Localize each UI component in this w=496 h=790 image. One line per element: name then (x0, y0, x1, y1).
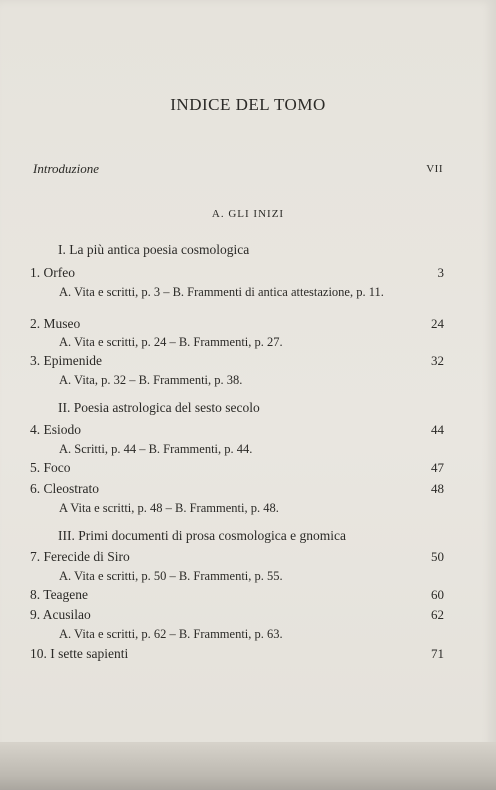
entry-page: 62 (431, 607, 444, 622)
entry-description: A. Scritti, p. 44 – B. Frammenti, p. 44. (59, 442, 253, 456)
entry-number: 5. (30, 460, 41, 475)
entry-name: I sette sapienti (50, 646, 129, 661)
entry-number: 2. (30, 316, 41, 331)
entry-name: Teagene (43, 587, 89, 602)
toc-entry-epimenide (30, 353, 444, 369)
toc-entry-cleostrato (30, 481, 444, 497)
section-heading: A. GLI INIZI (211, 208, 285, 220)
entry-page: 47 (431, 460, 444, 475)
toc-entry-orfeo (30, 265, 444, 281)
toc-entry-foco (30, 460, 444, 476)
entry-name: Ferecide di Siro (43, 549, 130, 564)
entry-page: 24 (431, 316, 444, 331)
chapter-heading: III. Primi documenti di prosa cosmologica e gnomica (58, 528, 346, 543)
toc-introduction (33, 161, 443, 177)
entry-number: 8. (30, 587, 41, 602)
entry-number: 6. (30, 481, 41, 496)
page-title: INDICE DEL TOMO (170, 95, 326, 114)
entry-page: 3 (437, 265, 444, 280)
entry-number: 7. (30, 549, 41, 564)
toc-entry-teagene (30, 587, 444, 603)
page-bottom-shadow (0, 742, 496, 790)
entry-description: A. Vita e scritti, p. 24 – B. Frammenti, p. 27. (59, 335, 283, 349)
entry-page: 48 (431, 481, 444, 496)
entry-page: 32 (431, 353, 444, 368)
chapter-heading: I. La più antica poesia cosmologica (58, 242, 250, 257)
entry-name: Museo (43, 316, 81, 331)
intro-label: Introduzione (33, 161, 99, 176)
toc-entry-esiodo (30, 422, 444, 438)
entry-description: A. Vita e scritti, p. 62 – B. Frammenti, p. 63. (59, 627, 283, 641)
entry-description: A Vita e scritti, p. 48 – B. Frammenti, p. 48. (59, 501, 279, 515)
entry-number: 4. (30, 422, 41, 437)
entry-number: 9. (30, 607, 41, 622)
entry-name: Epimenide (43, 353, 102, 368)
entry-description: A. Vita e scritti, p. 50 – B. Frammenti, p. 55. (59, 569, 283, 583)
intro-page: VII (426, 163, 443, 175)
entry-page: 60 (431, 587, 444, 602)
entry-name: Orfeo (43, 265, 75, 280)
chapter-heading: II. Poesia astrologica del sesto secolo (58, 400, 260, 415)
entry-number: 10. (30, 646, 47, 661)
toc-entry-museo (30, 316, 444, 332)
entry-description: A. Vita, p. 32 – B. Frammenti, p. 38. (59, 373, 243, 387)
entry-description: A. Vita e scritti, p. 3 – B. Frammenti di antica attestazione, p. 11. (59, 285, 384, 299)
entry-number: 3. (30, 353, 41, 368)
entry-name: Cleostrato (43, 481, 99, 496)
entry-page: 50 (431, 549, 444, 564)
entry-name: Esiodo (43, 422, 82, 437)
entry-page: 71 (431, 646, 444, 661)
entry-number: 1. (30, 265, 41, 280)
toc-entry-acusilao (30, 607, 444, 623)
toc-entry-sette-sapienti (30, 646, 444, 662)
entry-name: Foco (43, 460, 71, 475)
entry-name: Acusilao (42, 607, 91, 622)
entry-page: 44 (431, 422, 444, 437)
toc-entry-ferecide (30, 549, 444, 565)
